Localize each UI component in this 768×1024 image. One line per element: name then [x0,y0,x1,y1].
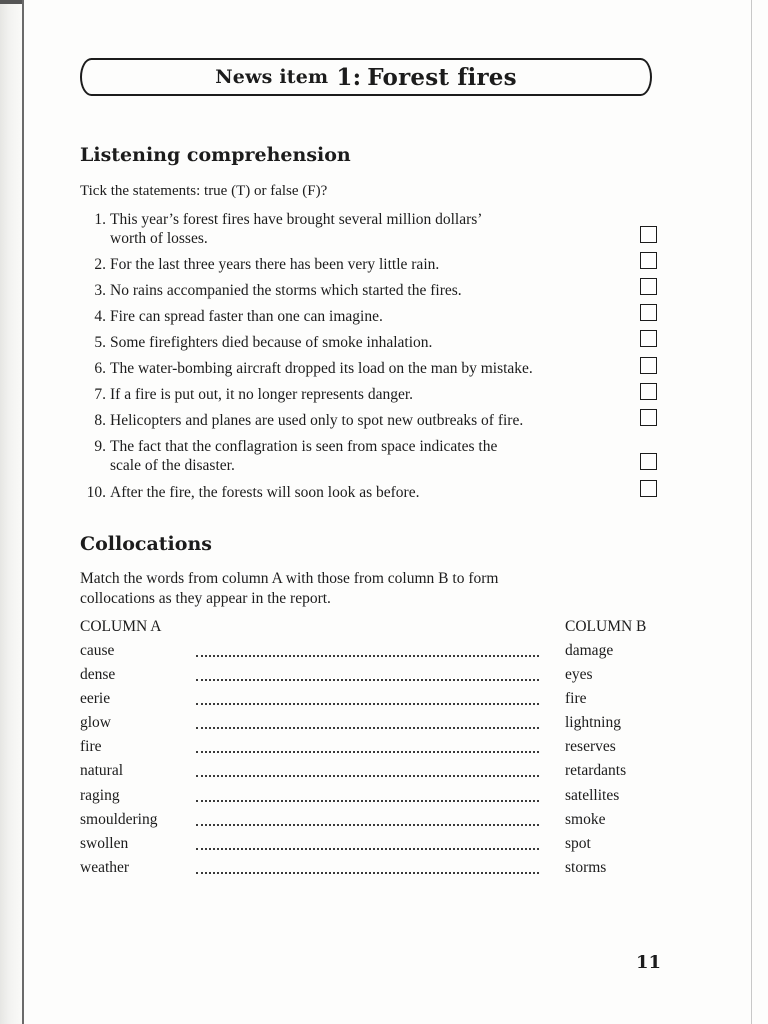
answer-line[interactable] [196,751,539,753]
column-b-word: satellites [565,787,620,804]
page-right-edge [751,0,752,1024]
statement-number: 4. [94,308,106,325]
statement-text: The fact that the conflagration is seen from space indicates the scale of the disaster. [110,438,498,474]
statement-number: 8. [94,412,106,429]
statement-number: 3. [94,282,106,299]
column-b-word: storms [565,859,607,876]
answer-line[interactable] [196,655,539,657]
tick-box-5[interactable] [640,330,657,347]
column-b-word: reserves [565,738,616,755]
answer-line[interactable] [196,800,539,802]
statement-number: 1. [94,211,106,228]
tick-box-6[interactable] [640,357,657,374]
tick-box-4[interactable] [640,304,657,321]
statement-number: 6. [94,360,106,377]
page-number: 11 [636,952,662,973]
tick-box-3[interactable] [640,278,657,295]
title-number: 1: [336,63,362,91]
tick-box-8[interactable] [640,409,657,426]
column-b-header: COLUMN B [565,618,647,635]
page-spine-shadow [0,0,22,1024]
answer-line[interactable] [196,848,539,850]
statement-text: The water-bombing aircraft dropped its load on the man by mistake. [110,360,533,377]
statement-text: For the last three years there has been very little rain. [110,256,440,273]
statement-text: No rains accompanied the storms which started the fires. [110,282,462,299]
tick-box-10[interactable] [640,480,657,497]
statement-text: Helicopters and planes are used only to spot new outbreaks of fire. [110,412,524,429]
column-a-word: smouldering [80,811,158,828]
column-b-word: damage [565,642,614,659]
page-corner-mark [0,0,22,4]
tick-box-2[interactable] [640,252,657,269]
column-a-word: weather [80,859,130,876]
title-label: News item [215,66,329,88]
column-a-word: natural [80,762,124,779]
statement-number: 9. [94,438,106,455]
column-b-word: smoke [565,811,606,828]
column-a-word: glow [80,714,111,731]
statement-text: Fire can spread faster than one can imagine. [110,308,383,325]
statement-number: 10. [86,484,106,501]
answer-line[interactable] [196,775,539,777]
column-a-word: fire [80,738,102,755]
collocations-instruction: Match the words from column A with those from column B to form collocations as they appear in the report. [80,570,499,607]
column-a-word: raging [80,787,120,804]
statement-text: After the fire, the forests will soon look as before. [110,484,420,501]
title-topic: Forest fires [367,63,517,91]
column-b-word: fire [565,690,587,707]
column-a-header: COLUMN A [80,618,162,635]
statement-text: This year’s forest fires have brought several million dollars’ worth of losses. [110,211,483,247]
column-a-word: cause [80,642,115,659]
answer-line[interactable] [196,872,539,874]
statement-text: Some firefighters died because of smoke inhalation. [110,334,433,351]
listening-heading: Listening comprehension [80,144,351,166]
title-banner [80,58,652,96]
tick-box-1[interactable] [640,226,657,243]
column-a-word: swollen [80,835,129,852]
tick-box-9[interactable] [640,453,657,470]
answer-line[interactable] [196,679,539,681]
column-b-word: eyes [565,666,593,683]
statement-text: If a fire is put out, it no longer represents danger. [110,386,414,403]
statement-number: 2. [94,256,106,273]
page-spine-edge [22,0,24,1024]
column-b-word: retardants [565,762,627,779]
statement-number: 5. [94,334,106,351]
column-a-word: dense [80,666,116,683]
tick-box-7[interactable] [640,383,657,400]
column-a-word: eerie [80,690,111,707]
statement-number: 7. [94,386,106,403]
answer-line[interactable] [196,703,539,705]
listening-instruction: Tick the statements: true (T) or false (F)? [80,183,328,199]
column-b-word: lightning [565,714,621,731]
collocations-heading: Collocations [80,533,212,555]
answer-line[interactable] [196,824,539,826]
answer-line[interactable] [196,727,539,729]
column-b-word: spot [565,835,591,852]
